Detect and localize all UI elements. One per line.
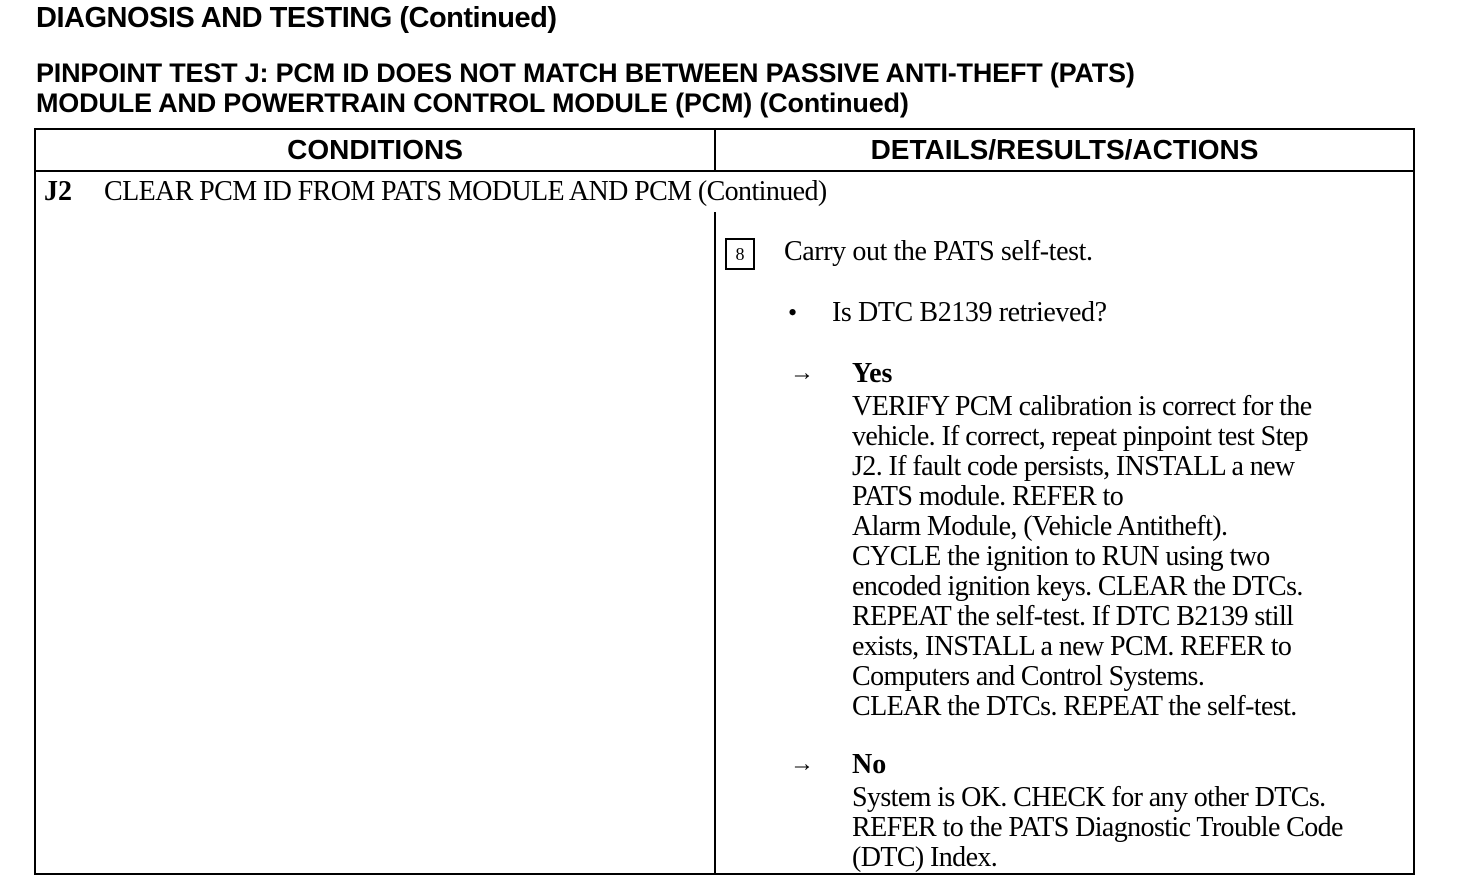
no-label: No — [852, 749, 887, 780]
step-title: CLEAR PCM ID FROM PATS MODULE AND PCM (Continued) — [104, 176, 827, 207]
action-line: Alarm Module, (Vehicle Antitheft). — [852, 511, 1228, 542]
test-title-line: MODULE AND POWERTRAIN CONTROL MODULE (PCM) (Continued) — [36, 88, 909, 118]
action-line: REPEAT the self-test. If DTC B2139 still — [852, 601, 1294, 632]
yes-arrow-icon: → — [790, 360, 814, 386]
action-line: encoded ignition keys. CLEAR the DTCs. — [852, 571, 1303, 602]
step-instruction: Carry out the PATS self-test. — [784, 236, 1093, 267]
action-line: vehicle. If correct, repeat pinpoint test Step — [852, 421, 1308, 452]
action-line: CYCLE the ignition to RUN using two — [852, 541, 1270, 572]
action-line: REFER to the PATS Diagnostic Trouble Code — [852, 812, 1343, 843]
action-line: J2. If fault code persists, INSTALL a new — [852, 451, 1295, 482]
yes-action-text — [852, 392, 1312, 722]
no-action-text — [852, 783, 1343, 873]
action-line: PATS module. REFER to — [852, 481, 1124, 512]
pinpoint-test-title — [36, 58, 1135, 118]
action-line: CLEAR the DTCs. REPEAT the self-test. — [852, 691, 1297, 722]
question-text: Is DTC B2139 retrieved? — [832, 297, 1107, 328]
yes-label: Yes — [852, 358, 893, 389]
bullet-icon: • — [788, 298, 798, 327]
action-line: VERIFY PCM calibration is correct for the — [852, 391, 1312, 422]
section-title: DIAGNOSIS AND TESTING (Continued) — [36, 2, 557, 34]
pinpoint-test-table — [34, 128, 1415, 875]
action-line: exists, INSTALL a new PCM. REFER to — [852, 631, 1292, 662]
details-column-header: DETAILS/RESULTS/ACTIONS — [870, 134, 1259, 165]
action-line: (DTC) Index. — [852, 842, 998, 873]
step-row — [36, 172, 1413, 212]
action-line: System is OK. CHECK for any other DTCs. — [852, 782, 1326, 813]
step-number-box: 8 — [725, 238, 755, 270]
action-line: Computers and Control Systems. — [852, 661, 1205, 692]
conditions-column-header: CONDITIONS — [287, 134, 463, 165]
test-title-line: PINPOINT TEST J: PCM ID DOES NOT MATCH BETWEEN PASSIVE ANTI-THEFT (PATS) — [36, 58, 1135, 88]
step-id: J2 — [44, 176, 72, 207]
no-arrow-icon: → — [790, 751, 814, 777]
column-divider — [714, 130, 716, 873]
